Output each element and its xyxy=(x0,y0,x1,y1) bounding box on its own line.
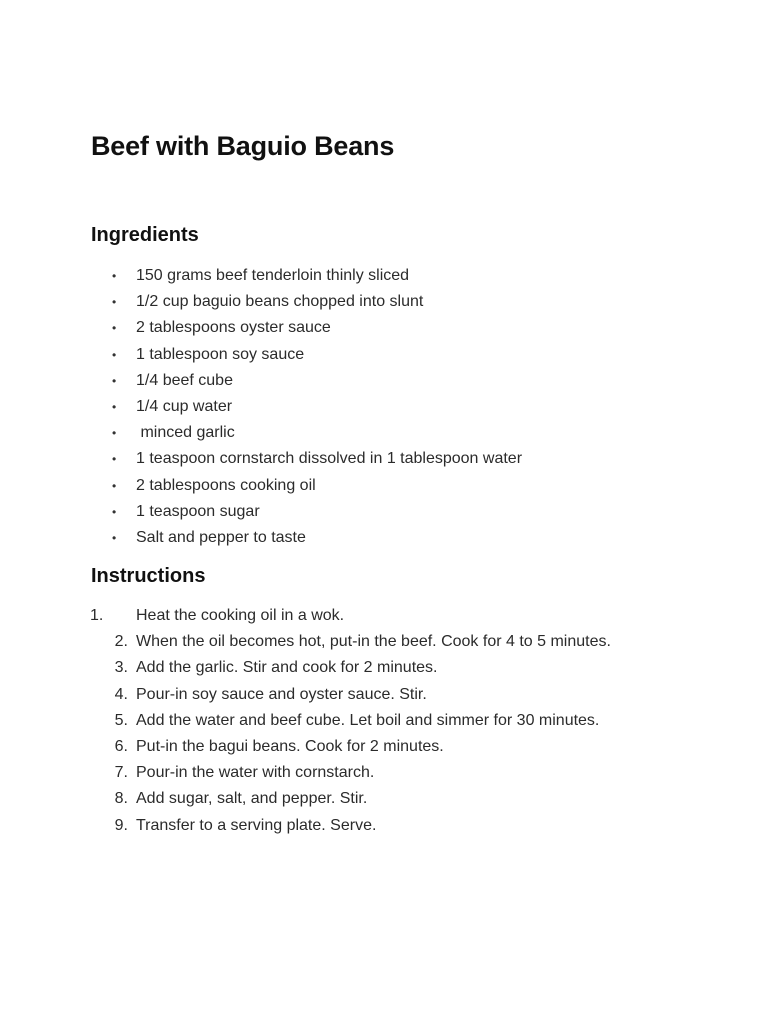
bullet-icon: • xyxy=(112,452,117,467)
bullet-icon: • xyxy=(112,426,117,441)
step-number: 4. xyxy=(114,685,128,703)
bullet-icon: • xyxy=(112,478,117,493)
step-number: 9. xyxy=(114,816,128,834)
page-title: Beef with Baguio Beans xyxy=(91,131,395,161)
step-text: When the oil becomes hot, put-in the beef. Cook for 4 to 5 minutes. xyxy=(136,633,611,651)
step-text: Add the water and beef cube. Let boil and simmer for 30 minutes. xyxy=(136,711,600,729)
bullet-icon: • xyxy=(112,321,117,336)
step-number: 6. xyxy=(114,737,128,755)
bullet-icon: • xyxy=(112,269,117,283)
step-text: Pour-in soy sauce and oyster sauce. Stir. xyxy=(136,685,427,703)
ingredient-text: 1 teaspoon sugar xyxy=(136,502,260,520)
ingredient-text: 150 grams beef tenderloin thinly sliced xyxy=(136,267,410,284)
ingredient-text: 1/2 cup baguio beans chopped into slunt xyxy=(136,293,424,311)
bullet-icon: • xyxy=(112,504,117,519)
step-number: 5. xyxy=(114,711,128,729)
step-number: 8. xyxy=(114,790,128,808)
step-text: Put-in the bagui beans. Cook for 2 minutes. xyxy=(136,737,444,755)
ingredient-text: 2 tablespoons oyster sauce xyxy=(136,319,331,337)
ingredients-heading: Ingredients xyxy=(91,224,199,246)
ingredient-text: 1/4 cup water xyxy=(136,397,233,415)
ingredient-text: 2 tablespoons cooking oil xyxy=(136,476,316,494)
ingredient-text: 1 teaspoon cornstarch dissolved in 1 tablespoon water xyxy=(136,450,523,468)
step-number: 2. xyxy=(114,633,128,651)
step-text: Heat the cooking oil in a wok. xyxy=(136,607,345,624)
step-text: Add the garlic. Stir and cook for 2 minutes. xyxy=(136,659,438,677)
step-text: Pour-in the water with cornstarch. xyxy=(136,764,375,782)
step-number: 1. xyxy=(90,607,104,624)
step-number: 3. xyxy=(114,659,128,677)
ingredient-text: minced garlic xyxy=(136,424,235,442)
bullet-icon: • xyxy=(112,295,117,310)
ingredient-text: Salt and pepper to taste xyxy=(136,528,306,546)
bullet-icon: • xyxy=(112,373,117,388)
step-text: Transfer to a serving plate. Serve. xyxy=(136,816,377,834)
step-text: Add sugar, salt, and pepper. Stir. xyxy=(136,790,368,808)
ingredient-text: 1 tablespoon soy sauce xyxy=(136,345,305,363)
bullet-icon: • xyxy=(112,530,117,545)
instructions-heading: Instructions xyxy=(91,565,206,587)
step-number: 7. xyxy=(114,764,128,782)
bullet-icon: • xyxy=(112,399,117,414)
ingredient-text: 1/4 beef cube xyxy=(136,371,233,389)
bullet-icon: • xyxy=(112,347,117,362)
